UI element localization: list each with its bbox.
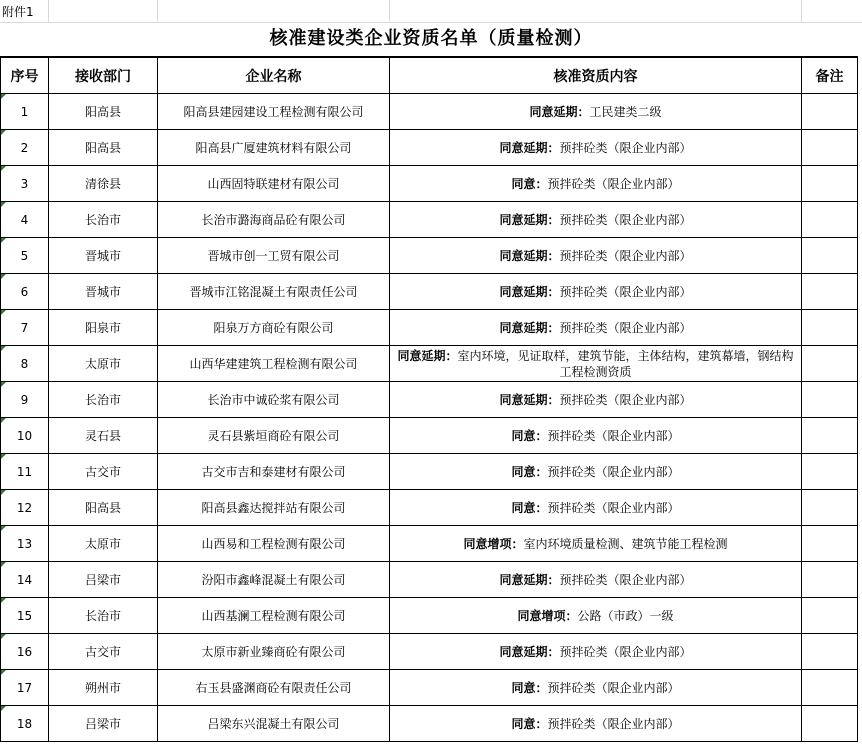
row-remark[interactable] <box>802 202 858 238</box>
table-row <box>1 598 858 634</box>
approval-label: 同意延期： <box>499 645 560 659</box>
approval-detail: 预拌砼类（限企业内部） <box>547 681 680 695</box>
table-row <box>1 490 858 526</box>
header-company: 企业名称 <box>158 57 390 94</box>
table-row <box>1 202 858 238</box>
row-content[interactable] <box>390 346 802 382</box>
row-index[interactable]: 11 <box>1 454 49 490</box>
header-content: 核准资质内容 <box>390 57 802 94</box>
row-department[interactable]: 阳高县 <box>49 130 158 166</box>
row-company[interactable]: 古交市吉和泰建材有限公司 <box>158 454 390 490</box>
approval-label: 同意延期： <box>499 321 560 335</box>
row-index[interactable]: 4 <box>1 202 49 238</box>
row-company[interactable]: 山西华建建筑工程检测有限公司 <box>158 346 390 382</box>
row-department[interactable]: 阳高县 <box>49 490 158 526</box>
approval-detail: 预拌砼类（限企业内部） <box>547 177 680 191</box>
approval-detail: 预拌砼类（限企业内部） <box>547 501 680 515</box>
table-row <box>1 94 858 130</box>
row-content[interactable] <box>390 598 802 634</box>
row-department[interactable]: 太原市 <box>49 526 158 562</box>
row-remark[interactable] <box>802 634 858 670</box>
row-company[interactable]: 太原市新业臻商砼有限公司 <box>158 634 390 670</box>
row-content[interactable] <box>390 130 802 166</box>
row-remark[interactable] <box>802 346 858 382</box>
approval-detail: 公路（市政）一级 <box>577 609 674 623</box>
row-index[interactable]: 9 <box>1 382 49 418</box>
top-grid-row <box>0 0 862 23</box>
approval-detail: 预拌砼类（限企业内部） <box>559 285 692 299</box>
row-department[interactable]: 古交市 <box>49 634 158 670</box>
header-department: 接收部门 <box>49 57 158 94</box>
row-department[interactable]: 晋城市 <box>49 238 158 274</box>
row-index[interactable]: 6 <box>1 274 49 310</box>
row-index[interactable]: 18 <box>1 706 49 742</box>
row-department[interactable]: 吕梁市 <box>49 706 158 742</box>
row-department[interactable]: 朔州市 <box>49 670 158 706</box>
row-company[interactable]: 右玉县盛渊商砼有限责任公司 <box>158 670 390 706</box>
page-title: 核准建设类企业资质名单（质量检测） <box>269 28 593 49</box>
row-remark[interactable] <box>802 454 858 490</box>
approval-label: 同意： <box>511 717 548 731</box>
approval-detail: 预拌砼类（限企业内部） <box>547 465 680 479</box>
qualification-table <box>0 56 858 742</box>
approval-label: 同意延期： <box>499 213 560 227</box>
row-remark[interactable] <box>802 130 858 166</box>
table-row <box>1 706 858 742</box>
row-content[interactable] <box>390 490 802 526</box>
row-company[interactable]: 灵石县紫垣商砼有限公司 <box>158 418 390 454</box>
approval-detail: 室内环境，见证取样，建筑节能，主体结构，建筑幕墙，钢结构工程检测资质 <box>457 348 794 379</box>
table-body <box>1 94 858 742</box>
row-content[interactable] <box>390 310 802 346</box>
approval-label: 同意延期： <box>499 285 560 299</box>
approval-detail: 预拌砼类（限企业内部） <box>547 429 680 443</box>
row-department[interactable]: 灵石县 <box>49 418 158 454</box>
row-content[interactable] <box>390 274 802 310</box>
approval-detail: 预拌砼类（限企业内部） <box>559 249 692 263</box>
row-index[interactable]: 10 <box>1 418 49 454</box>
row-remark[interactable] <box>802 598 858 634</box>
row-remark[interactable] <box>802 562 858 598</box>
approval-label: 同意延期： <box>499 573 560 587</box>
row-department[interactable]: 吕梁市 <box>49 562 158 598</box>
row-company[interactable]: 阳高县建园建设工程检测有限公司 <box>158 94 390 130</box>
approval-label: 同意增项： <box>517 609 578 623</box>
row-company[interactable]: 汾阳市鑫峰混凝土有限公司 <box>158 562 390 598</box>
row-company[interactable]: 晋城市创一工贸有限公司 <box>158 238 390 274</box>
row-index[interactable]: 15 <box>1 598 49 634</box>
row-content[interactable] <box>390 238 802 274</box>
row-index[interactable]: 7 <box>1 310 49 346</box>
row-content[interactable] <box>390 454 802 490</box>
row-remark[interactable] <box>802 166 858 202</box>
row-department[interactable]: 阳泉市 <box>49 310 158 346</box>
table-row <box>1 238 858 274</box>
row-remark[interactable] <box>802 382 858 418</box>
row-remark[interactable] <box>802 670 858 706</box>
row-content[interactable] <box>390 94 802 130</box>
approval-label: 同意： <box>511 681 548 695</box>
approval-detail: 预拌砼类（限企业内部） <box>547 717 680 731</box>
row-department[interactable]: 太原市 <box>49 346 158 382</box>
row-department[interactable]: 清徐县 <box>49 166 158 202</box>
row-department[interactable]: 长治市 <box>49 382 158 418</box>
row-company[interactable]: 山西基澜工程检测有限公司 <box>158 598 390 634</box>
row-remark[interactable] <box>802 490 858 526</box>
table-header-row <box>1 57 858 94</box>
row-company[interactable]: 阳泉万方商砼有限公司 <box>158 310 390 346</box>
row-department[interactable]: 长治市 <box>49 598 158 634</box>
row-content[interactable] <box>390 706 802 742</box>
row-company[interactable]: 晋城市江铭混凝土有限责任公司 <box>158 274 390 310</box>
row-department[interactable]: 晋城市 <box>49 274 158 310</box>
row-department[interactable]: 长治市 <box>49 202 158 238</box>
approval-label: 同意增项： <box>463 537 524 551</box>
grid-cell <box>157 0 390 22</box>
row-content[interactable] <box>390 382 802 418</box>
table-row <box>1 130 858 166</box>
row-company[interactable]: 吕梁东兴混凝土有限公司 <box>158 706 390 742</box>
row-index[interactable]: 5 <box>1 238 49 274</box>
row-department[interactable]: 古交市 <box>49 454 158 490</box>
approval-detail: 预拌砼类（限企业内部） <box>559 321 692 335</box>
approval-label: 同意延期： <box>499 249 560 263</box>
row-index[interactable]: 16 <box>1 634 49 670</box>
table-row <box>1 670 858 706</box>
approval-detail: 预拌砼类（限企业内部） <box>559 141 692 155</box>
row-remark[interactable] <box>802 526 858 562</box>
row-company[interactable]: 阳高县广厦建筑材料有限公司 <box>158 130 390 166</box>
grid-cell <box>48 0 158 22</box>
table-row <box>1 418 858 454</box>
approval-label: 同意延期： <box>397 348 458 363</box>
table-row <box>1 634 858 670</box>
row-department[interactable]: 阳高县 <box>49 94 158 130</box>
approval-detail: 预拌砼类（限企业内部） <box>559 213 692 227</box>
approval-label: 同意延期： <box>499 141 560 155</box>
table-row <box>1 526 858 562</box>
approval-label: 同意： <box>511 465 548 479</box>
attachment-label: 附件1 <box>2 5 34 19</box>
row-remark[interactable] <box>802 274 858 310</box>
table-row <box>1 310 858 346</box>
row-remark[interactable] <box>802 94 858 130</box>
row-content[interactable] <box>390 634 802 670</box>
row-index[interactable]: 8 <box>1 346 49 382</box>
row-remark[interactable] <box>802 418 858 454</box>
table-row <box>1 346 858 382</box>
row-index[interactable]: 12 <box>1 490 49 526</box>
row-company[interactable]: 长治市中诚砼浆有限公司 <box>158 382 390 418</box>
approval-label: 同意延期： <box>529 105 590 119</box>
row-company[interactable]: 阳高县鑫达搅拌站有限公司 <box>158 490 390 526</box>
row-remark[interactable] <box>802 706 858 742</box>
table-row <box>1 166 858 202</box>
row-content[interactable] <box>390 670 802 706</box>
row-index[interactable]: 1 <box>1 94 49 130</box>
table-row <box>1 562 858 598</box>
row-remark[interactable] <box>802 310 858 346</box>
table-row <box>1 382 858 418</box>
approval-detail: 预拌砼类（限企业内部） <box>559 573 692 587</box>
row-content[interactable] <box>390 202 802 238</box>
approval-detail: 工民建类二级 <box>589 105 662 119</box>
row-index[interactable]: 17 <box>1 670 49 706</box>
table-row <box>1 274 858 310</box>
row-index[interactable]: 3 <box>1 166 49 202</box>
approval-label: 同意： <box>511 429 548 443</box>
row-content[interactable] <box>390 418 802 454</box>
approval-detail: 室内环境质量检测、建筑节能工程检测 <box>523 537 728 551</box>
header-index: 序号 <box>1 57 49 94</box>
row-index[interactable]: 13 <box>1 526 49 562</box>
row-content[interactable] <box>390 562 802 598</box>
row-remark[interactable] <box>802 238 858 274</box>
approval-detail: 预拌砼类（限企业内部） <box>559 393 692 407</box>
table-row <box>1 454 858 490</box>
row-index[interactable]: 2 <box>1 130 49 166</box>
approval-label: 同意： <box>511 501 548 515</box>
row-content[interactable] <box>390 166 802 202</box>
row-company[interactable]: 山西易和工程检测有限公司 <box>158 526 390 562</box>
approval-label: 同意： <box>511 177 548 191</box>
grid-cell <box>389 0 802 22</box>
row-company[interactable]: 长治市潞海商品砼有限公司 <box>158 202 390 238</box>
header-remark: 备注 <box>802 57 858 94</box>
approval-detail: 预拌砼类（限企业内部） <box>559 645 692 659</box>
row-company[interactable]: 山西固特联建材有限公司 <box>158 166 390 202</box>
row-index[interactable]: 14 <box>1 562 49 598</box>
row-content[interactable] <box>390 526 802 562</box>
approval-label: 同意延期： <box>499 393 560 407</box>
